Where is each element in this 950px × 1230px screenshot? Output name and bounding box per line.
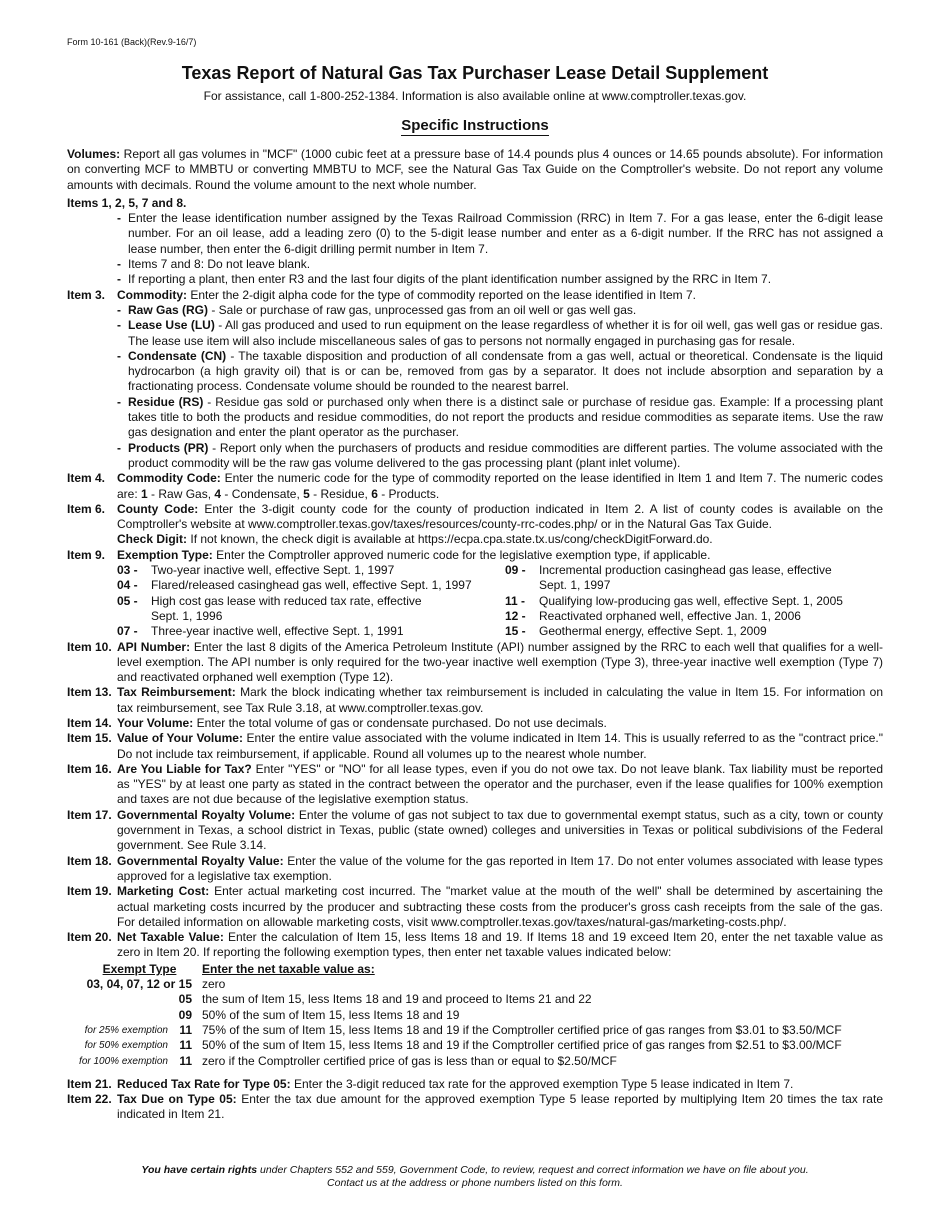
items-1-2-5-7-8-list xyxy=(117,211,883,287)
item-13: Item 13. Tax Reimbursement: Mark the block indicating whether tax reimbursement is included in calculating the value in Item 15. For information on tax reimbursement, see Tax Rule 3.18, at www.comptroller.texas.gov. xyxy=(67,685,883,715)
list-item: 15 - Geothermal energy, effective Sept. 1, 2009 xyxy=(505,624,767,639)
list-item: 03 - Two-year inactive well, effective Sept. 1, 1997 xyxy=(117,563,395,578)
net-taxable-table xyxy=(67,962,883,1069)
item-6: Item 6. County Code: Enter the 3-digit county code for the county of production indicated in Item 2. A list of county codes is available on the Comptroller's website at www.comptroller.texas.gov/taxes/resources/county-rrc-codes.php/ or in the Natural Gas Tax Guide. Check Digit: If not known, the check digit is available at https://ecpa.cpa.state.tx.us/cong/checkDigitForward.do. xyxy=(67,501,884,547)
item-14: Item 14. Your Volume: Enter the total volume of gas or condensate purchased. Do not use decimals. xyxy=(67,715,607,730)
items-1-2-5-7-8-heading: Items 1, 2, 5, 7 and 8. xyxy=(67,195,187,210)
item-22: Item 22. Tax Due on Type 05: Enter the tax due amount for the approved exemption Type 5 lease reported by multiplying Item 20 times the tax rate indicated in Item 21. xyxy=(67,1092,883,1122)
list-item: - Items 7 and 8: Do not leave blank. xyxy=(117,257,311,272)
table-row: 09 50% of the sum of Item 15, less Items 18 and 19 xyxy=(178,1007,460,1022)
item-16: Item 16. Are You Liable for Tax? Enter "YES" or "NO" for all lease types, even if you do not owe tax. Do not leave blank. Tax liability must be reported as "YES" by at least one party as stated in the contract between the operator and the purchaser, even if the lease qualifies for 100% exemption and taxes are not due because of the legislative exemption status. xyxy=(67,761,883,807)
table-header: Exempt Type Enter the net taxable value as: xyxy=(102,961,375,976)
list-item: 09 - Incremental production casinghead gas lease, effective Sept. 1, 1997 xyxy=(505,563,832,593)
item-10: Item 10. API Number: Enter the last 8 digits of the America Petroleum Institute (API) number assigned by the RRC to each well that qualifies for a well-level exemption. The API number is only required for the two-year inactive well exemption (Type 3), three-year inactive well exemption (Type 7) and reactivated orphaned well exemption (Type 12). xyxy=(67,639,883,685)
list-item: - Lease Use (LU) - All gas produced and used to run equipment on the lease regardless of whether it is for oil well, gas well gas or residue gas. The lease use item will also include miscellaneous sales of gas to persons not normally engaged in purchasing gas for resale. xyxy=(117,318,884,348)
volumes-paragraph: Volumes: Report all gas volumes in "MCF" (1000 cubic feet at a pressure base of 14.4 pounds plus 4 ounces or 14.65 pounds absolute). For information on converting MCF to MMBTU or converting MMBTU to MCF, see the Natural Gas Tax Guide on the Comptroller's website. Do not report any volume amounts with decimals. Round the volume amount to the next whole number. xyxy=(67,147,883,192)
item-21: Item 21. Reduced Tax Rate for Type 05: Enter the 3-digit reduced tax rate for the approved exemption Type 5 lease indicated in Item 7. xyxy=(67,1076,794,1091)
list-item: 04 - Flared/released casinghead gas well, effective Sept. 1, 1997 xyxy=(117,578,472,593)
item-3: Item 3. Commodity: Enter the 2-digit alpha code for the type of commodity reported on the lease identified in Item 7. xyxy=(67,287,696,302)
list-item: - Residue (RS) - Residue gas sold or purchased only when there is a distinct sale or purchase of residue gas. Example: If a processing plant takes title to both the products and residue commodities, do not report the products and residue commodities as separate items. Use the raw gas designation and enter the plant operator as the purchaser. xyxy=(117,394,883,440)
item-17: Item 17. Governmental Royalty Volume: Enter the volume of gas not subject to tax due to governmental exempt status, such as a city, town or county government in Texas, a school district in Texas, public (state owned) colleges and universities in Texas or political subdivisions of the Federal government. See Rule 3.14. xyxy=(67,807,883,853)
list-item: 11 - Qualifying low-producing gas well, effective Sept. 1, 2005 xyxy=(505,593,843,608)
page-title: Texas Report of Natural Gas Tax Purchaser Lease Detail Supplement xyxy=(181,63,769,83)
table-row: for 100% exemption 11 zero if the Comptroller certified price of gas is less than or equal to $2.50/MCF xyxy=(79,1053,617,1068)
table-row: 03, 04, 07, 12 or 15 zero xyxy=(86,977,226,992)
item-3-list xyxy=(117,303,883,471)
list-item: - Products (PR) - Report only when the purchasers of products and residue commodities are different parties. The volume associated with the product commodity will be the raw gas volume delivered to the gas processing plant (plant inlet volume). xyxy=(117,440,883,470)
list-item: - Enter the lease identification number assigned by the Texas Railroad Commission (RRC) in Item 7. For a gas lease, enter the 6-digit lease number. For an oil lease, add a leading zero (0) to the 5-digit lease number and enter as a 6-digit number. If the RRC has not assigned a lease number, then enter the 6-digit drilling permit number in Item 7. xyxy=(117,211,883,256)
assistance-line: For assistance, call 1-800-252-1384. Information is also available online at www.comptroller.texas.gov. xyxy=(203,89,747,103)
form-number: Form 10-161 (Back)(Rev.9-16/7) xyxy=(67,37,197,47)
table-row: for 25% exemption 11 75% of the sum of Item 15, less Items 18 and 19 if the Comptroller certified price of gas ranges from $3.01 to $3.50/MCF xyxy=(84,1022,842,1037)
table-row: for 50% exemption 11 50% of the sum of Item 15, less Items 18 and 19 if the Comptroller certified price of gas ranges from $2.51 to $3.00/MCF xyxy=(84,1038,842,1053)
item-4: Item 4. Commodity Code: Enter the numeric code for the type of commodity reported on the lease identified in Item 1 and Item 7. The numeric codes are: 1 - Raw Gas, 4 - Condensate, 5 - Residue, 6 - Products. xyxy=(67,471,883,501)
item-18: Item 18. Governmental Royalty Value: Enter the value of the volume for the gas reported in Item 17. Do not enter volumes associated with lease types approved for a legislative tax exemption. xyxy=(67,853,883,883)
instructions-body xyxy=(67,147,883,1123)
item-19: Item 19. Marketing Cost: Enter actual marketing cost incurred. The "market value at the mouth of the well" shall be determined by ascertaining the actual marketing costs incurred by the producer and subtracting these costs from the producer's gross cash receipts from the sale of the gas. For detailed information on allowable marketing costs, visit www.comptroller.texas.gov/taxes/natural-gas/marketing-costs.php/. xyxy=(67,884,883,929)
list-item: - Raw Gas (RG) - Sale or purchase of raw gas, unprocessed gas from an oil well or gas well gas. xyxy=(117,302,637,317)
list-item: 12 - Reactivated orphaned well, effective Jan. 1, 2006 xyxy=(505,608,801,623)
item-15: Item 15. Value of Your Volume: Enter the entire value associated with the volume indicated in Item 14. This is usually referred to as the "contract price." Do not include tax reimbursement, if applicable. Round all volumes up to the nearest whole number. xyxy=(67,731,883,761)
list-item: 05 - High cost gas lease with reduced tax rate, effective Sept. 1, 1996 xyxy=(117,593,422,623)
item-9: Item 9. Exemption Type: Enter the Comptroller approved numeric code for the legislative exemption type, if applicable. xyxy=(67,547,711,562)
list-item: 07 - Three-year inactive well, effective Sept. 1, 1991 xyxy=(117,624,404,639)
rights-footer: You have certain rights under Chapters 552 and 559, Government Code, to review, request and correct information we have on file about you. Contact us at the address or phone numbers listed on this form. xyxy=(141,1164,809,1189)
item-20: Item 20. Net Taxable Value: Enter the calculation of Item 15, less Items 18 and 19. If Items 18 and 19 exceed Item 20, enter the net taxable value as zero in Item 20. If reporting the following exemption types, then enter net taxable values indicated below: xyxy=(67,930,884,960)
exemption-codes xyxy=(117,563,883,639)
section-title: Specific Instructions xyxy=(401,117,549,134)
table-row: 05 the sum of Item 15, less Items 18 and 19 and proceed to Items 21 and 22 xyxy=(178,992,592,1007)
list-item: - Condensate (CN) - The taxable disposition and production of all condensate from a gas well, actual or theoretical. Condensate is the liquid hydrocarbon (a high gravity oil) that is or can be, removed from gas by a separator. It does not include absorption and separation by a fractionating process. Condensate volume should be rounded to the nearest barrel. xyxy=(117,348,883,394)
list-item: - If reporting a plant, then enter R3 and the last four digits of the plant identification number assigned by the RRC in Item 7. xyxy=(117,272,772,287)
